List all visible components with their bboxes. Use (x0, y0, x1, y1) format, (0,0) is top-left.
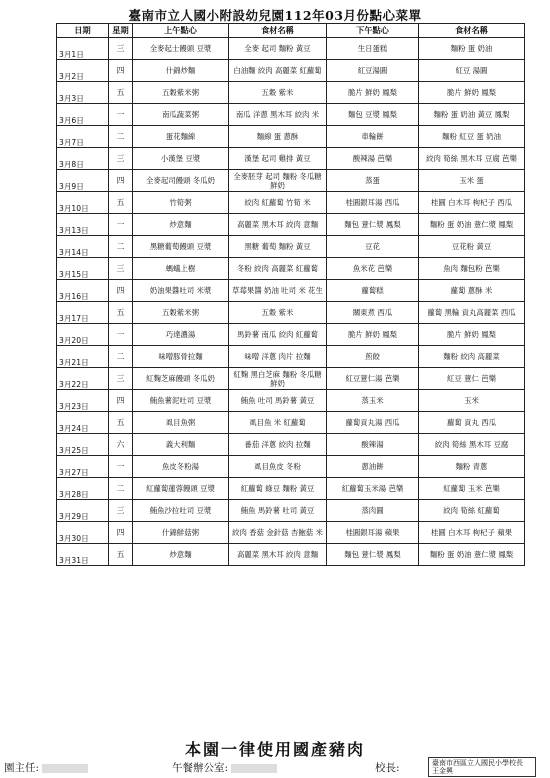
weekday-cell: 二 (109, 126, 133, 148)
table-row (57, 258, 525, 280)
office-signature (172, 760, 277, 775)
morning-snack-cell: 小漢堡 豆漿 (133, 148, 229, 170)
morning-ingredients-cell: 鮪魚 馬鈴薯 吐司 黃豆 (229, 500, 327, 522)
afternoon-snack-cell: 生日蛋糕 (327, 38, 419, 60)
header-weekday: 星期 (109, 24, 133, 38)
weekday-cell: 三 (109, 500, 133, 522)
date-cell: 3月8日 (57, 148, 109, 170)
afternoon-snack-cell: 紅豆薏仁湯 芭樂 (327, 368, 419, 390)
morning-ingredients-cell: 馬鈴薯 南瓜 絞肉 紅蘿蔔 (229, 324, 327, 346)
date-cell: 3月29日 (57, 500, 109, 522)
afternoon-snack-cell: 酸辣湯 芭樂 (327, 148, 419, 170)
morning-ingredients-cell: 冬粉 絞肉 高麗菜 紅蘿蔔 (229, 258, 327, 280)
afternoon-ingredients-cell: 蘿蔔 蔥酥 米 (419, 280, 525, 302)
afternoon-snack-cell: 魚米花 芭樂 (327, 258, 419, 280)
morning-snack-cell: 虱目魚粥 (133, 412, 229, 434)
afternoon-ingredients-cell: 玉米 (419, 390, 525, 412)
director-signature (4, 760, 88, 775)
afternoon-ingredients-cell: 豆花粉 黃豆 (419, 236, 525, 258)
date-cell: 3月17日 (57, 302, 109, 324)
afternoon-snack-cell: 麵包 豆漿 鳳梨 (327, 104, 419, 126)
header-morning-ingredients: 食材名稱 (229, 24, 327, 38)
morning-snack-cell: 紅麴芝麻饅頭 冬瓜奶 (133, 368, 229, 390)
date-cell: 3月6日 (57, 104, 109, 126)
morning-ingredients-cell: 高麗菜 黑木耳 絞肉 意麵 (229, 214, 327, 236)
afternoon-snack-cell: 豆花 (327, 236, 419, 258)
date-cell: 3月7日 (57, 126, 109, 148)
afternoon-snack-cell: 蒸蛋 (327, 170, 419, 192)
date-cell: 3月31日 (57, 544, 109, 566)
table-row (57, 148, 525, 170)
director-label: 園主任: (4, 762, 40, 774)
morning-snack-cell: 全麥起士饅頭 豆漿 (133, 38, 229, 60)
afternoon-ingredients-cell: 蘿蔔 黑輪 貢丸高麗菜 西瓜 (419, 302, 525, 324)
director-stamp (42, 764, 88, 773)
afternoon-snack-cell: 麵包 薏仁漿 鳳梨 (327, 544, 419, 566)
header-morning-snack: 上午點心 (133, 24, 229, 38)
morning-ingredients-cell: 全麥胚芽 起司 麵粉 冬瓜糖 鮮奶 (229, 170, 327, 192)
office-stamp (231, 764, 277, 773)
morning-ingredients-cell: 高麗菜 黑木耳 絞肉 意麵 (229, 544, 327, 566)
morning-ingredients-cell: 虱目魚皮 冬粉 (229, 456, 327, 478)
morning-ingredients-cell: 味噌 洋蔥 肉片 拉麵 (229, 346, 327, 368)
menu-body (57, 38, 525, 566)
table-row (57, 60, 525, 82)
morning-snack-cell: 五穀紫米粥 (133, 82, 229, 104)
date-cell: 3月16日 (57, 280, 109, 302)
date-cell: 3月13日 (57, 214, 109, 236)
morning-ingredients-cell: 絞肉 香菇 金針菇 杏鮑菇 米 (229, 522, 327, 544)
header-date: 日期 (57, 24, 109, 38)
afternoon-ingredients-cell: 玉米 蛋 (419, 170, 525, 192)
table-row (57, 82, 525, 104)
afternoon-ingredients-cell: 紅豆 湯圓 (419, 60, 525, 82)
afternoon-ingredients-cell: 脆片 鮮奶 鳳梨 (419, 324, 525, 346)
table-row (57, 104, 525, 126)
morning-snack-cell: 鮪魚薯泥吐司 豆漿 (133, 390, 229, 412)
morning-snack-cell: 全麥起司饅頭 冬瓜奶 (133, 170, 229, 192)
morning-snack-cell: 炒意麵 (133, 544, 229, 566)
table-row (57, 478, 525, 500)
weekday-cell: 三 (109, 38, 133, 60)
table-row (57, 236, 525, 258)
table-row (57, 38, 525, 60)
table-row (57, 280, 525, 302)
weekday-cell: 二 (109, 478, 133, 500)
morning-snack-cell: 五穀紫米粥 (133, 302, 229, 324)
table-row (57, 390, 525, 412)
weekday-cell: 三 (109, 258, 133, 280)
afternoon-snack-cell: 脆片 鮮奶 鳳梨 (327, 82, 419, 104)
weekday-cell: 四 (109, 280, 133, 302)
weekday-cell: 二 (109, 236, 133, 258)
afternoon-snack-cell: 桂圓銀耳湯 西瓜 (327, 192, 419, 214)
date-cell: 3月21日 (57, 346, 109, 368)
snack-menu-table (56, 23, 525, 566)
afternoon-ingredients-cell: 絞肉 筍絲 紅蘿蔔 (419, 500, 525, 522)
weekday-cell: 五 (109, 192, 133, 214)
date-cell: 3月27日 (57, 456, 109, 478)
date-cell: 3月23日 (57, 390, 109, 412)
principal-label: 校長: (375, 762, 400, 774)
date-cell: 3月10日 (57, 192, 109, 214)
afternoon-snack-cell: 蒸玉米 (327, 390, 419, 412)
morning-snack-cell: 什錦鮮菇粥 (133, 522, 229, 544)
menu-title: 臺南市立人國小附設幼兒園112年03月份點心菜單 (128, 8, 422, 23)
afternoon-snack-cell: 桂圓銀耳湯 蘋果 (327, 522, 419, 544)
afternoon-snack-cell: 關東煮 西瓜 (327, 302, 419, 324)
afternoon-ingredients-cell: 蘿蔔 貢丸 西瓜 (419, 412, 525, 434)
table-row (57, 368, 525, 390)
afternoon-snack-cell: 脆片 鮮奶 鳳梨 (327, 324, 419, 346)
date-cell: 3月1日 (57, 38, 109, 60)
weekday-cell: 一 (109, 456, 133, 478)
morning-snack-cell: 南瓜蔬菜粥 (133, 104, 229, 126)
weekday-cell: 四 (109, 170, 133, 192)
table-row (57, 456, 525, 478)
afternoon-snack-cell: 蘿蔔貢丸湯 西瓜 (327, 412, 419, 434)
morning-ingredients-cell: 麵線 蛋 蔥酥 (229, 126, 327, 148)
afternoon-ingredients-cell: 桂圓 白木耳 枸杞子 西瓜 (419, 192, 525, 214)
weekday-cell: 六 (109, 434, 133, 456)
weekday-cell: 一 (109, 214, 133, 236)
morning-ingredients-cell: 絞肉 紅蘿蔔 竹筍 米 (229, 192, 327, 214)
morning-ingredients-cell: 虱目魚 米 紅蘿蔔 (229, 412, 327, 434)
table-row (57, 192, 525, 214)
afternoon-ingredients-cell: 魚肉 麵包粉 芭樂 (419, 258, 525, 280)
afternoon-ingredients-cell: 絞肉 筍絲 黑木耳 豆腐 (419, 434, 525, 456)
table-row (57, 302, 525, 324)
morning-ingredients-cell: 草莓果醬 奶油 吐司 米 花生 (229, 280, 327, 302)
table-header-row (57, 24, 525, 38)
afternoon-ingredients-cell: 紅豆 薏仁 芭樂 (419, 368, 525, 390)
morning-snack-cell: 炒意麵 (133, 214, 229, 236)
afternoon-snack-cell: 蔥油餅 (327, 456, 419, 478)
weekday-cell: 五 (109, 302, 133, 324)
weekday-cell: 三 (109, 148, 133, 170)
principal-signature (375, 760, 400, 775)
afternoon-ingredients-cell: 麵粉 蛋 奶油 薏仁漿 鳳梨 (419, 544, 525, 566)
morning-ingredients-cell: 鮪魚 吐司 馬鈴薯 黃豆 (229, 390, 327, 412)
morning-snack-cell: 什錦炒麵 (133, 60, 229, 82)
weekday-cell: 三 (109, 368, 133, 390)
date-cell: 3月22日 (57, 368, 109, 390)
afternoon-snack-cell: 酸辣湯 (327, 434, 419, 456)
weekday-cell: 四 (109, 60, 133, 82)
afternoon-ingredients-cell: 絞肉 筍絲 黑木耳 豆腐 芭樂 (419, 148, 525, 170)
morning-snack-cell: 巧達濃湯 (133, 324, 229, 346)
table-row (57, 412, 525, 434)
morning-snack-cell: 魚皮冬粉湯 (133, 456, 229, 478)
weekday-cell: 五 (109, 412, 133, 434)
header-afternoon-snack: 下午點心 (327, 24, 419, 38)
weekday-cell: 五 (109, 82, 133, 104)
morning-snack-cell: 味噌豚骨拉麵 (133, 346, 229, 368)
date-cell: 3月25日 (57, 434, 109, 456)
morning-ingredients-cell: 全麥 起司 麵粉 黃豆 (229, 38, 327, 60)
weekday-cell: 五 (109, 544, 133, 566)
afternoon-snack-cell: 車輪餅 (327, 126, 419, 148)
afternoon-snack-cell: 蘿蔔糕 (327, 280, 419, 302)
morning-ingredients-cell: 五穀 紫米 (229, 302, 327, 324)
afternoon-snack-cell: 麵包 薏仁漿 鳳梨 (327, 214, 419, 236)
date-cell: 3月20日 (57, 324, 109, 346)
afternoon-ingredients-cell: 麵粉 蛋 奶油 (419, 38, 525, 60)
date-cell: 3月24日 (57, 412, 109, 434)
morning-ingredients-cell: 南瓜 洋蔥 黑木耳 絞肉 米 (229, 104, 327, 126)
weekday-cell: 四 (109, 390, 133, 412)
afternoon-snack-cell: 蒸肉圓 (327, 500, 419, 522)
morning-ingredients-cell: 黑糖 葡萄 麵粉 黃豆 (229, 236, 327, 258)
afternoon-ingredients-cell: 桂圓 白木耳 枸杞子 蘋果 (419, 522, 525, 544)
weekday-cell: 一 (109, 104, 133, 126)
morning-ingredients-cell: 漢堡 起司 雞排 黃豆 (229, 148, 327, 170)
table-row (57, 126, 525, 148)
afternoon-ingredients-cell: 麵粉 紅豆 蛋 奶油 (419, 126, 525, 148)
morning-snack-cell: 鮪魚沙拉吐司 豆漿 (133, 500, 229, 522)
afternoon-ingredients-cell: 麵粉 蛋 奶油 黃豆 鳳梨 (419, 104, 525, 126)
morning-ingredients-cell: 紅麴 黑白芝麻 麵粉 冬瓜糖 鮮奶 (229, 368, 327, 390)
date-cell: 3月14日 (57, 236, 109, 258)
morning-snack-cell: 紅蘿蔔蓮蓉饅頭 豆漿 (133, 478, 229, 500)
morning-snack-cell: 竹筍粥 (133, 192, 229, 214)
afternoon-ingredients-cell: 麵粉 蛋 奶油 薏仁漿 鳳梨 (419, 214, 525, 236)
office-label: 午餐辦公室: (172, 762, 229, 774)
morning-ingredients-cell: 白油麵 絞肉 高麗菜 紅蘿蔔 (229, 60, 327, 82)
date-cell: 3月30日 (57, 522, 109, 544)
afternoon-ingredients-cell: 麵粉 青蔥 (419, 456, 525, 478)
table-row (57, 346, 525, 368)
morning-ingredients-cell: 番茄 洋蔥 絞肉 拉麵 (229, 434, 327, 456)
table-row (57, 522, 525, 544)
weekday-cell: 一 (109, 324, 133, 346)
principal-stamp: 臺南市西區立人國民小學校長 王金興 (428, 757, 536, 777)
morning-snack-cell: 義大利麵 (133, 434, 229, 456)
table-row (57, 434, 525, 456)
afternoon-ingredients-cell: 麵粉 絞肉 高麗菜 (419, 346, 525, 368)
table-row (57, 544, 525, 566)
afternoon-ingredients-cell: 紅蘿蔔 玉米 芭樂 (419, 478, 525, 500)
afternoon-snack-cell: 紅蘿蔔玉米湯 芭樂 (327, 478, 419, 500)
table-row (57, 324, 525, 346)
weekday-cell: 四 (109, 522, 133, 544)
morning-snack-cell: 螞蟻上樹 (133, 258, 229, 280)
header-afternoon-ingredients: 食材名稱 (419, 24, 525, 38)
date-cell: 3月3日 (57, 82, 109, 104)
date-cell: 3月15日 (57, 258, 109, 280)
morning-snack-cell: 黑糖葡萄饅頭 豆漿 (133, 236, 229, 258)
pork-origin-note: 本園一律使用國產豬肉 (184, 740, 365, 759)
table-row (57, 214, 525, 236)
date-cell: 3月28日 (57, 478, 109, 500)
table-row (57, 500, 525, 522)
morning-ingredients-cell: 五穀 紫米 (229, 82, 327, 104)
date-cell: 3月9日 (57, 170, 109, 192)
afternoon-snack-cell: 煎餃 (327, 346, 419, 368)
date-cell: 3月2日 (57, 60, 109, 82)
morning-snack-cell: 奶油果醬吐司 米漿 (133, 280, 229, 302)
afternoon-snack-cell: 紅豆湯圓 (327, 60, 419, 82)
weekday-cell: 二 (109, 346, 133, 368)
afternoon-ingredients-cell: 脆片 鮮奶 鳳梨 (419, 82, 525, 104)
morning-ingredients-cell: 紅蘿蔔 綠豆 麵粉 黃豆 (229, 478, 327, 500)
table-row (57, 170, 525, 192)
morning-snack-cell: 蛋花麵線 (133, 126, 229, 148)
